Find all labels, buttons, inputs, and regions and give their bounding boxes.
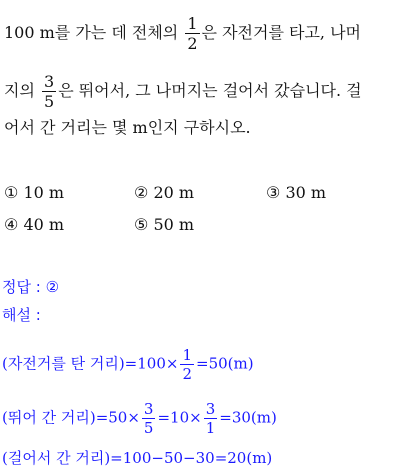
- question-text: 어서 간 거리는 몇 m인지 구하시오.: [4, 118, 251, 137]
- question-line-3: [4, 118, 251, 138]
- choice-marker: ④: [4, 215, 19, 234]
- choice-2[interactable]: [134, 183, 194, 203]
- choice-3[interactable]: [266, 183, 326, 203]
- choice-5[interactable]: [134, 215, 194, 235]
- fraction-numerator: 1: [182, 346, 192, 364]
- question-line-2: [4, 72, 362, 111]
- choice-marker: ②: [134, 183, 149, 202]
- explanation-label: 해설 :: [2, 306, 41, 324]
- choice-marker: ⑤: [134, 215, 149, 234]
- answer-line: [2, 277, 59, 297]
- choice-text: 50 m: [153, 215, 195, 234]
- choice-text: 40 m: [23, 215, 65, 234]
- question-text: 100 m를 가는 데 전체의: [4, 23, 184, 42]
- question-text: 은 자전거를 타고, 나머: [201, 23, 361, 42]
- choice-1[interactable]: [4, 183, 64, 203]
- choice-text: 20 m: [153, 183, 195, 202]
- step-text: (뛰어 간 거리)=50×: [2, 408, 140, 427]
- question-text: 은 뛰어서, 그 나머지는 걸어서 갔습니다. 걸: [58, 81, 362, 100]
- fraction-one-half: [185, 14, 199, 53]
- choice-marker: ③: [266, 183, 281, 202]
- question-text: 지의: [4, 81, 40, 100]
- explanation-step-3: [2, 448, 272, 468]
- fraction-numerator: 3: [143, 400, 154, 418]
- fraction-denominator: 5: [143, 419, 154, 437]
- answer-value: ②: [45, 278, 60, 296]
- fraction-numerator: 1: [187, 14, 198, 33]
- fraction-three-fifths: [42, 72, 56, 111]
- step-text: =30(m): [219, 408, 277, 427]
- step-text: =10×: [157, 408, 202, 427]
- fraction-numerator: 3: [205, 400, 216, 418]
- explanation-step-1: [2, 346, 254, 383]
- fraction-denominator: 2: [182, 365, 192, 383]
- fraction-denominator: 1: [205, 419, 216, 437]
- step-text: =50(m): [196, 354, 254, 373]
- question-line-1: [4, 14, 361, 53]
- answer-label: 정답 :: [2, 278, 46, 296]
- fraction-denominator: 2: [187, 34, 198, 53]
- choice-4[interactable]: [4, 215, 64, 235]
- fraction-three-over-one: [204, 400, 218, 437]
- fraction-numerator: 3: [44, 72, 55, 91]
- fraction-one-half: [180, 346, 194, 383]
- explanation-step-2: [2, 400, 277, 437]
- step-text: (자전거를 탄 거리)=100×: [2, 354, 179, 373]
- choice-marker: ①: [4, 183, 19, 202]
- fraction-three-fifths: [142, 400, 156, 437]
- choice-text: 10 m: [23, 183, 65, 202]
- step-text: (걸어서 간 거리)=100−50−30=20(m): [2, 449, 273, 467]
- choice-text: 30 m: [285, 183, 327, 202]
- fraction-denominator: 5: [44, 92, 55, 111]
